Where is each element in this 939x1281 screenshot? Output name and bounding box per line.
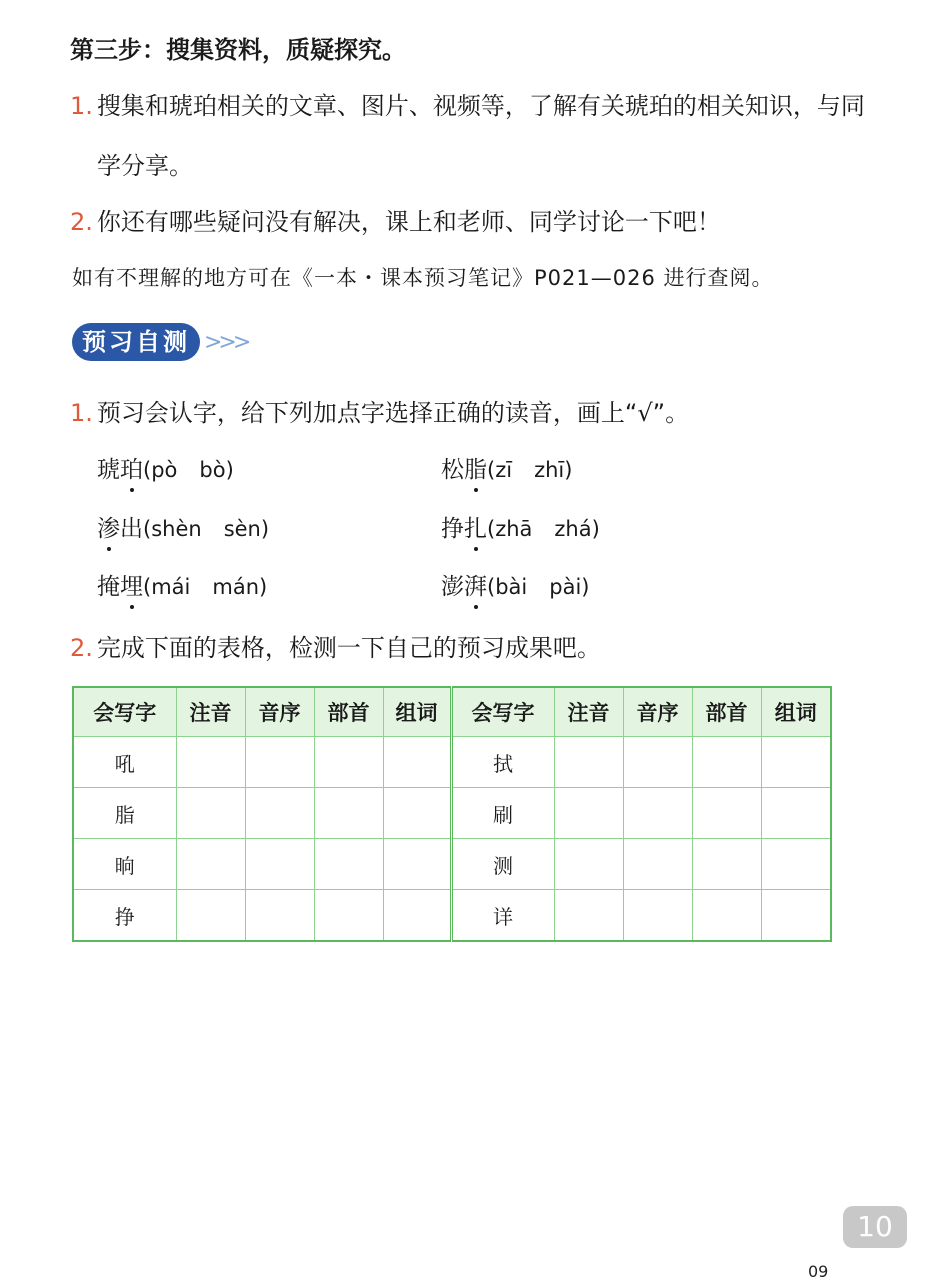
character-cell: 晌 <box>73 839 176 890</box>
answer-cell[interactable] <box>554 788 623 839</box>
pinyin-option[interactable]: bài <box>495 575 528 599</box>
answer-cell[interactable] <box>314 788 383 839</box>
character-cell: 挣 <box>73 890 176 942</box>
answer-cell[interactable] <box>314 737 383 788</box>
pinyin-option[interactable]: shèn <box>151 517 202 541</box>
question-2-number: 2. <box>70 208 93 236</box>
pinyin-option[interactable]: zhā <box>495 517 533 541</box>
character-cell: 刷 <box>451 788 554 839</box>
answer-cell[interactable] <box>176 788 245 839</box>
pinyin-option[interactable]: bò <box>199 458 226 482</box>
answer-cell[interactable] <box>245 737 314 788</box>
section-badge-label: 预习自测 <box>72 323 200 361</box>
pronunciation-item: 澎湃(bài pài) <box>441 568 590 601</box>
header-cell: 会写字 <box>73 687 176 737</box>
table-row <box>73 788 831 839</box>
self-test-question-2 <box>70 628 601 663</box>
answer-cell[interactable] <box>245 788 314 839</box>
answer-cell[interactable] <box>176 890 245 942</box>
answer-cell[interactable] <box>692 737 761 788</box>
pinyin-option[interactable]: zhá <box>554 517 592 541</box>
question-1-text: 搜集和琥珀相关的文章、图片、视频等，了解有关琥珀的相关知识，与同 <box>96 92 865 120</box>
answer-cell[interactable] <box>623 737 692 788</box>
answer-cell[interactable] <box>245 890 314 942</box>
answer-cell[interactable] <box>383 839 451 890</box>
self-test-question-1 <box>70 393 689 428</box>
header-cell: 部首 <box>692 687 761 737</box>
pinyin-option[interactable]: mái <box>151 575 191 599</box>
question-1-number: 1. <box>70 92 93 120</box>
question-2 <box>70 202 721 237</box>
answer-cell[interactable] <box>692 890 761 942</box>
question-2-text: 你还有哪些疑问没有解决，课上和老师、同学讨论一下吧！ <box>96 208 721 236</box>
pinyin-option[interactable]: zī <box>495 458 513 482</box>
pronunciation-item: 渗出(shèn sèn) <box>97 510 269 543</box>
step-title: 第三步：搜集资料，质疑探究。 <box>70 36 406 64</box>
table-row <box>73 839 831 890</box>
self-test-q1-number: 1. <box>70 399 93 427</box>
answer-cell[interactable] <box>692 788 761 839</box>
question-1 <box>70 86 865 121</box>
pinyin-option[interactable]: zhī <box>534 458 565 482</box>
self-test-q2-number: 2. <box>70 634 93 662</box>
answer-cell[interactable] <box>623 788 692 839</box>
answer-cell[interactable] <box>314 839 383 890</box>
header-cell: 注音 <box>176 687 245 737</box>
answer-cell[interactable] <box>623 890 692 942</box>
self-test-q1-text: 预习会认字，给下列加点字选择正确的读音，画上“√”。 <box>96 399 690 427</box>
answer-cell[interactable] <box>314 890 383 942</box>
chevron-right-icon: >>> <box>204 329 248 355</box>
question-1-continuation: 学分享。 <box>97 152 193 180</box>
character-cell: 吼 <box>73 737 176 788</box>
character-cell: 测 <box>451 839 554 890</box>
answer-cell[interactable] <box>761 788 831 839</box>
answer-cell[interactable] <box>623 839 692 890</box>
reference-note: 如有不理解的地方可在《一本・课本预习笔记》P021—026 进行查阅。 <box>72 266 774 290</box>
character-cell: 拭 <box>451 737 554 788</box>
header-cell: 组词 <box>761 687 831 737</box>
page-badge: 10 <box>843 1206 907 1248</box>
answer-cell[interactable] <box>245 839 314 890</box>
answer-cell[interactable] <box>176 737 245 788</box>
character-cell: 脂 <box>73 788 176 839</box>
pronunciation-item: 琥珀(pò bò) <box>97 451 234 484</box>
answer-cell[interactable] <box>761 890 831 942</box>
section-badge <box>72 322 247 362</box>
page-number: 09 <box>808 1262 829 1281</box>
answer-cell[interactable] <box>554 737 623 788</box>
pinyin-option[interactable]: mán <box>212 575 260 599</box>
header-cell: 注音 <box>554 687 623 737</box>
answer-cell[interactable] <box>692 839 761 890</box>
header-cell: 音序 <box>245 687 314 737</box>
pronunciation-item: 松脂(zī zhī) <box>441 451 572 484</box>
pronunciation-item: 挣扎(zhā zhá) <box>441 510 600 543</box>
character-cell: 详 <box>451 890 554 942</box>
answer-cell[interactable] <box>554 890 623 942</box>
answer-cell[interactable] <box>383 788 451 839</box>
header-cell: 部首 <box>314 687 383 737</box>
self-test-q2-text: 完成下面的表格，检测一下自己的预习成果吧。 <box>96 634 601 662</box>
table-header-row <box>73 687 831 737</box>
header-cell: 音序 <box>623 687 692 737</box>
pinyin-option[interactable]: pài <box>549 575 582 599</box>
pinyin-option[interactable]: pò <box>151 458 178 482</box>
answer-cell[interactable] <box>554 839 623 890</box>
table-row <box>73 737 831 788</box>
answer-cell[interactable] <box>176 839 245 890</box>
header-cell: 组词 <box>383 687 451 737</box>
header-cell: 会写字 <box>451 687 554 737</box>
pinyin-option[interactable]: sèn <box>223 517 261 541</box>
answer-cell[interactable] <box>383 737 451 788</box>
character-table <box>72 686 832 942</box>
answer-cell[interactable] <box>761 839 831 890</box>
table-row <box>73 890 831 942</box>
answer-cell[interactable] <box>383 890 451 942</box>
answer-cell[interactable] <box>761 737 831 788</box>
pronunciation-item: 掩埋(mái mán) <box>97 568 267 601</box>
